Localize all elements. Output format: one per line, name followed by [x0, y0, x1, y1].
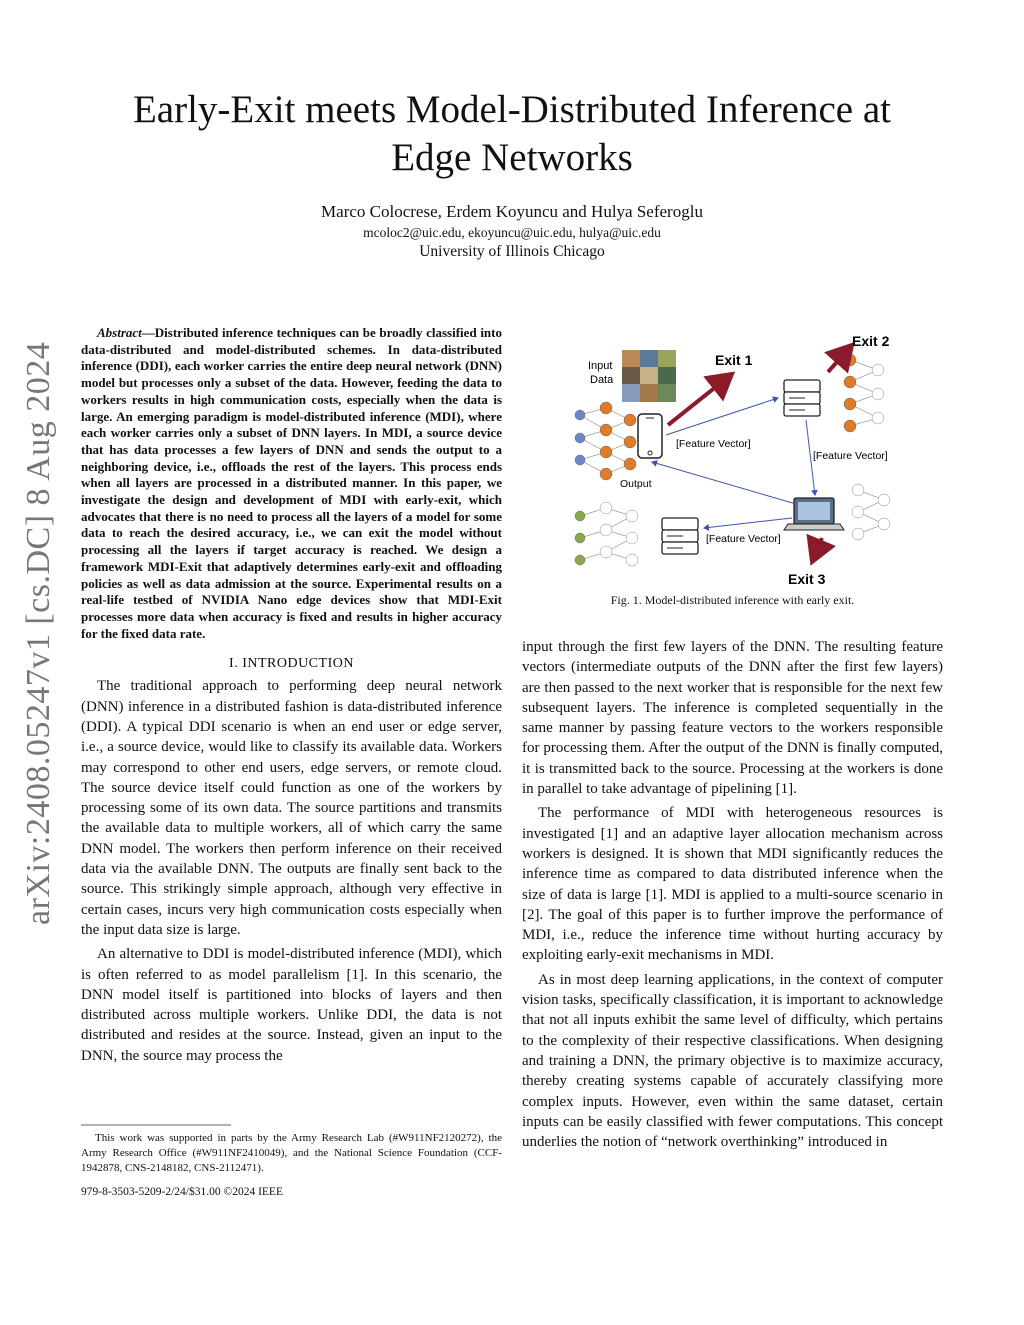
paragraph: An alternative to DDI is model-distributed inference (MDI), which is often referred to as model parallelism [1]. In this scenario, the DNN model itself is partitioned into blocks of layers and then distributed across multiple workers. Unlike DDI, the data is not distributed and resides at the source. Instead, given an input to the DNN, the source may process the	[81, 946, 502, 1064]
affiliation: University of Illinois Chicago	[419, 243, 605, 260]
label-exit-2: Exit 2	[852, 333, 890, 349]
footnote: This work was supported in parts by the Army Research Lab (#W911NF2120272), the Army Research Office (#W911NF2410049), and the National Science Foundation (CCF-1942878, CNS-2148182, CNS-2112471).	[81, 1132, 502, 1174]
phone-icon	[638, 414, 662, 458]
paragraph: As in most deep learning applications, in the context of computer vision tasks, specifically classification, it is important to acknowledge that not all inputs exhibit the same level of difficulty, which pertains to the complexity of their respective classifications. When designing and training a DNN, the primary objective is to maximize accuracy, thereby creating systems capable of accurately classifying more complex inputs. However, even within the same dataset, certain inputs can be easily classified with fewer computations. This concept underlies the notion of “network overthinking” introduced in	[522, 971, 943, 1151]
worker-2-neural-network	[844, 354, 884, 432]
abstract	[81, 325, 502, 642]
emails: mcoloc2@uic.edu, ekoyuncu@uic.edu, hulya@uic.edu	[363, 225, 661, 240]
paragraph: The traditional approach to performing deep neural network (DNN) inference in a distributed fashion is data-distributed inference (DDI). A typical DDI scenario is when an end user or edge server, i.e., a source device, would like to classify its available data. Workers may correspond to other end users, edge servers, or remote cloud. The source device itself could function as one of the workers by processing some of its own data. The source partitions and transmits the available data to multiple workers, all of which carry the same DNN model. The workers then perform inference on their received data via the available DNN. The outputs are finally sent back to the source. This strikingly simple approach, although very effective in certain cases, incurs very high communication costs especially when the input data size is large.	[81, 678, 502, 938]
right-column	[522, 637, 943, 1156]
flow-arrow-3	[704, 518, 792, 528]
authors: Marco Colocrese, Erdem Koyuncu and Hulya Seferoglu	[321, 202, 703, 221]
server-icon	[662, 518, 698, 554]
exit-3-arrow	[812, 538, 822, 562]
section-heading: I. INTRODUCTION	[229, 656, 354, 672]
abstract-label: Abstract	[97, 325, 142, 340]
exit-1-arrow	[668, 374, 732, 425]
label-exit-3: Exit 3	[788, 571, 826, 587]
label-feature-vector-2: [Feature Vector]	[813, 450, 888, 462]
label-data: Data	[590, 374, 614, 386]
label-exit-1: Exit 1	[715, 352, 753, 368]
label-output: Output	[620, 478, 652, 490]
arxiv-stamp: arXiv:2408.05247v1 [cs.DC] 8 Aug 2024	[20, 341, 57, 925]
abstract-text: —Distributed inference techniques can be broadly classified into data-distributed and model-distributed schemes. In data-distributed inference (DDI), each worker carries the entire deep neural network (DNN) model but processes only a subset of the data. However, feeding the data to workers results in high communication costs, especially when the data is large. An emerging paradigm is model-distributed inference (MDI), where each worker carries only a subset of DNN layers. In MDI, a source device that has data processes a few layers of DNN and sends the output to a neighboring device, i.e., offloads the rest of the layers. This process ends when all layers are processed in a distributed manner. In this paper, we investigate the design and development of MDI with early-exit, which advocates that there is no need to process all the layers of a model for some data to reach the desired accuracy, i.e., we can exit the model without processing all the layers if target accuracy is reached. We design a framework MDI-Exit that adaptively determines early-exit and offloading policies as well as data admission at the source. Experimental results on a real-life testbed of NVIDIA Nano edge devices show that MDI-Exit processes more data when accuracy is fixed and results in higher accuracy for the fixed data rate.	[81, 325, 502, 641]
paragraph: The performance of MDI with heterogeneous resources is investigated [1] and an adaptive layer allocation mechanism across workers is designed. It is shown that MDI significantly reduces the inference time as compared to data distributed inference when the size of data is large [1]. MDI is applied to a multi-source scenario in [2]. The goal of this paper is to further improve the performance of MDI, i.e., reduce the inference time without hurting accuracy by exploiting early-exit mechanisms in MDI.	[522, 805, 943, 964]
paper-title: Early-Exit meets Model-Distributed Inference at Edge Networks	[132, 88, 892, 179]
server-icon	[784, 380, 820, 416]
worker-3-neural-network	[852, 484, 890, 540]
footnote-rule	[81, 1124, 231, 1126]
flow-arrow-return	[652, 462, 796, 504]
output-neural-network	[575, 502, 638, 566]
left-column	[81, 325, 502, 1070]
source-neural-network	[575, 402, 636, 480]
label-feature-vector-1: [Feature Vector]	[676, 438, 751, 450]
input-data-thumbnail	[622, 350, 676, 402]
paragraph: input through the first few layers of the DNN. The resulting feature vectors (intermediate outputs of the DNN after the first few layers) are then passed to the next worker that is responsible for the next few subsequent layers. The inference is completed sequentially in the same manner by passing feature vectors to the workers responsible for processing them. After the output of the DNN is finally computed, it is transmitted back to the source. Processing at the workers is done in parallel to take advantage of pipelining [1].	[522, 639, 943, 798]
label-feature-vector-3: [Feature Vector]	[706, 533, 781, 545]
figure-caption: Fig. 1. Model-distributed inference with early exit.	[610, 593, 855, 607]
flow-arrow-1	[666, 398, 778, 435]
figure-mdi-diagram	[560, 330, 920, 590]
label-input: Input	[588, 360, 613, 372]
isbn: 979-8-3503-5209-2/24/$31.00 ©2024 IEEE	[81, 1186, 283, 1198]
